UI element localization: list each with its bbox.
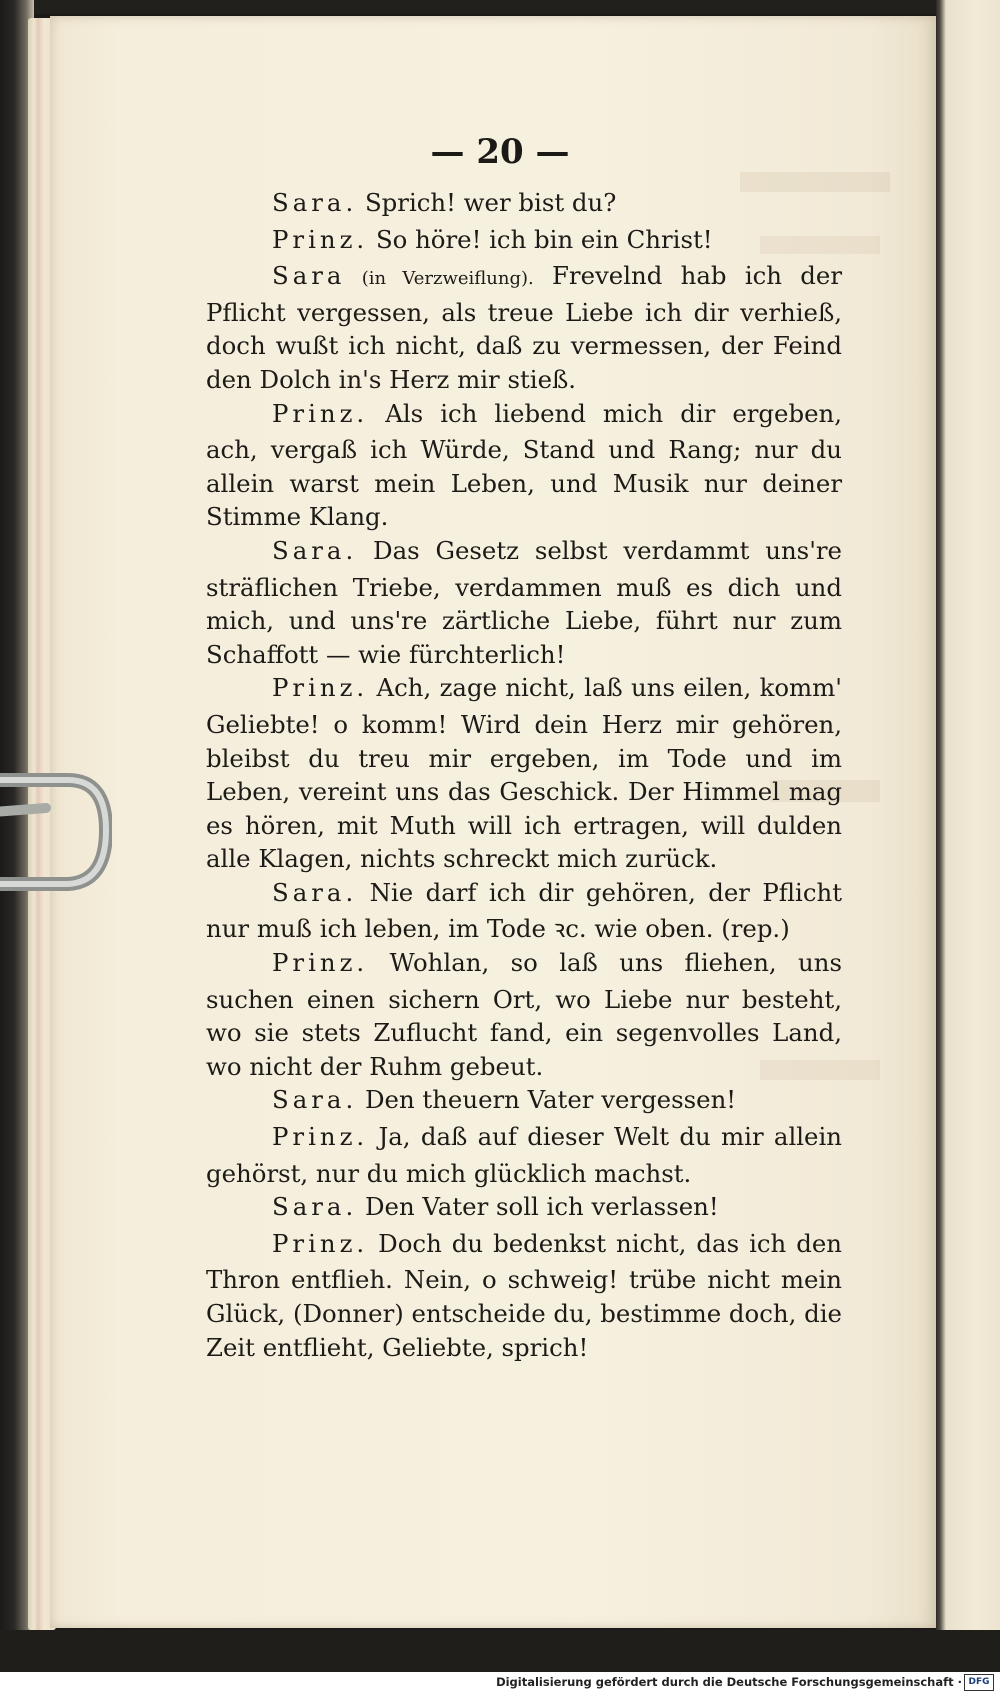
- dfg-logo-icon: DFG: [964, 1674, 994, 1691]
- dialogue-paragraph: [206, 876, 842, 946]
- play-text: [206, 186, 842, 1364]
- dialogue-text: Frevelnd hab ich der Pflicht vergessen, als treue Liebe ich dir verhieß, doch wußt ich nicht, daß zu vermessen, der Feind den Dolch in's Herz mir stieß.: [206, 261, 842, 394]
- dialogue-text: Das Gesetz selbst verdammt uns're sträflichen Triebe, verdammen muß es dich und mich, und uns're zärtliche Liebe, führt nur zum Schaffott — wie fürchterlich!: [206, 535, 842, 669]
- dialogue-text: Den theuern Vater vergessen!: [357, 1085, 737, 1115]
- digitization-credit: Digitalisierung gefördert durch die Deutsche Forschungsgemeinschaft ·: [496, 1675, 962, 1689]
- dialogue-paragraph: [206, 397, 842, 534]
- dialogue-paragraph: [206, 1120, 842, 1190]
- dialogue-paragraph: [206, 1190, 842, 1227]
- speaker-name: Sara.: [272, 188, 358, 217]
- dialogue-paragraph: [206, 1227, 842, 1364]
- speaker-name: Sara.: [272, 877, 358, 907]
- scanner-background-top: [0, 0, 1000, 14]
- dialogue-paragraph: [206, 671, 842, 876]
- dialogue-text: So höre! ich bin ein Christ!: [368, 224, 713, 254]
- dialogue-text: Sprich! wer bist du?: [357, 188, 617, 217]
- speaker-name: Prinz.: [272, 1228, 369, 1258]
- dialogue-text: Den Vater soll ich verlassen!: [357, 1192, 719, 1222]
- speaker-name: Prinz.: [272, 948, 369, 978]
- dialogue-paragraph: [206, 946, 842, 1083]
- speaker-name: Sara.: [272, 1085, 358, 1115]
- speaker-name: Sara.: [272, 1192, 358, 1222]
- speaker-name: Sara: [272, 261, 346, 291]
- dialogue-paragraph: [206, 1083, 842, 1120]
- page-number: — 20 —: [430, 132, 570, 172]
- dialogue-text: Ja, daß auf dieser Welt du mir allein gehörst, nur du mich glücklich machst.: [206, 1122, 842, 1188]
- dialogue-text: Nie darf ich dir gehören, der Pflicht nur muß ich leben, im Tode ꝛc. wie oben. (rep.): [206, 877, 842, 944]
- dialogue-paragraph: [206, 259, 842, 396]
- dialogue-paragraph: [206, 223, 842, 260]
- dialogue-text: Doch du bedenkst nicht, das ich den Thron entflieh. Nein, o schweig! trübe nicht mein Glück, (Donner) entscheide du, bestimme doch, die Zeit entflieht, Geliebte, sprich!: [206, 1228, 842, 1362]
- dialogue-text: Wohlan, so laß uns fliehen, uns suchen einen sichern Ort, wo Liebe nur besteht, wo sie stets Zuflucht fand, ein segenvolles Land, wo nicht der Ruhm gebeut.: [206, 948, 842, 1081]
- speaker-name: Prinz.: [272, 224, 369, 254]
- facing-page-edge: [936, 0, 1000, 1660]
- dialogue-paragraph: [206, 186, 842, 223]
- speaker-name: Sara.: [272, 535, 358, 565]
- dialogue-text: Als ich liebend mich dir ergeben, ach, vergaß ich Würde, Stand und Rang; nur du allein warst mein Leben, und Musik nur deiner Stimme Klang.: [206, 398, 842, 532]
- speaker-name: Prinz.: [272, 1122, 369, 1152]
- speaker-name: Prinz.: [272, 673, 369, 703]
- dialogue-paragraph: [206, 534, 842, 671]
- speaker-name: Prinz.: [272, 398, 369, 428]
- paper-clip: [0, 772, 112, 894]
- dialogue-text: Ach, zage nicht, laß uns eilen, komm' Geliebte! o komm! Wird dein Herz mir gehören, bleibst du treu mir ergeben, im Tode und im Leben, vereint uns das Geschick. Der Himmel mag es hören, mit Muth will ich ertragen, will dulden alle Klagen, nichts schreckt mich zurück.: [206, 673, 842, 874]
- stage-direction: (in Verzweiflung).: [345, 268, 534, 290]
